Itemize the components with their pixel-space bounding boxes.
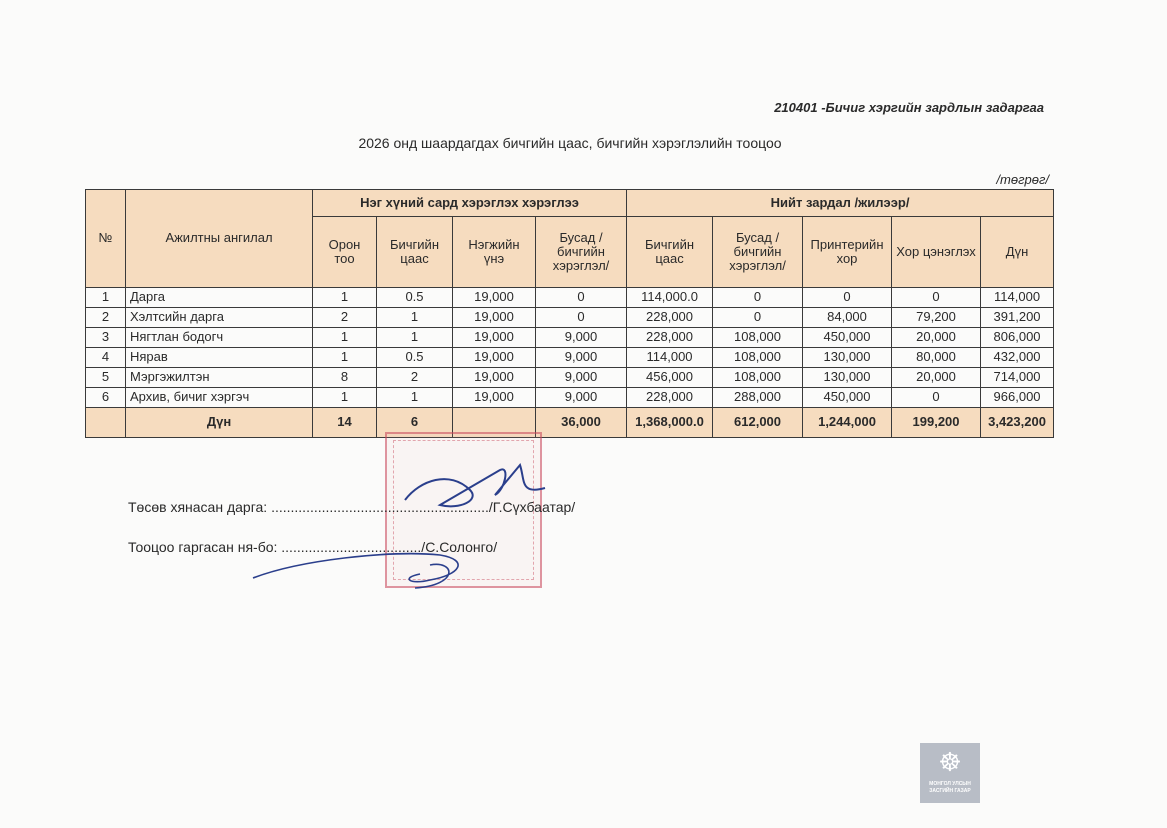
col-header-category: Ажилтны ангилал	[126, 190, 313, 288]
table-cell: 450,000	[803, 388, 892, 408]
table-cell: 20,000	[892, 328, 981, 348]
table-cell: 0	[536, 308, 627, 328]
soyombo-icon: ☸	[938, 747, 962, 777]
total-cell: 6	[377, 408, 453, 438]
table-cell: 130,000	[803, 348, 892, 368]
table-cell: 3	[86, 328, 126, 348]
table-cell: Нягтлан бодогч	[126, 328, 313, 348]
table-cell: Дарга	[126, 288, 313, 308]
table-cell: 1	[313, 388, 377, 408]
table-cell: 9,000	[536, 388, 627, 408]
table-cell: 0.5	[377, 348, 453, 368]
table-cell: 1	[313, 288, 377, 308]
table-cell: Архив, бичиг хэргэч	[126, 388, 313, 408]
document-title: 2026 онд шаардагдах бичгийн цаас, бичгийн хэрэглэлийн тооцоо	[358, 135, 782, 151]
table-cell: 0	[892, 388, 981, 408]
table-cell: 1	[313, 328, 377, 348]
table-cell: 450,000	[803, 328, 892, 348]
total-cell: Дүн	[126, 408, 313, 438]
table-cell: 714,000	[981, 368, 1054, 388]
table-cell: 8	[313, 368, 377, 388]
group-header-total: Нийт зардал /жилээр/	[627, 190, 1054, 217]
table-cell: Нярав	[126, 348, 313, 368]
total-cell: 1,244,000	[803, 408, 892, 438]
col-header-num: №	[86, 190, 126, 288]
table-cell: 9,000	[536, 328, 627, 348]
col-header-4: Бусад /бичгийн хэрэглэл/	[536, 217, 627, 288]
table-cell: 228,000	[627, 308, 713, 328]
table-cell: 2	[86, 308, 126, 328]
table-cell: 79,200	[892, 308, 981, 328]
table-cell: 114,000.0	[627, 288, 713, 308]
col-header-3: Нэгжийн үнэ	[453, 217, 536, 288]
table-cell: 228,000	[627, 388, 713, 408]
total-cell: 3,423,200	[981, 408, 1054, 438]
total-cell: 36,000	[536, 408, 627, 438]
table-cell: 0	[536, 288, 627, 308]
col-header-6: Бусад /бичгийн хэрэглэл/	[713, 217, 803, 288]
col-header-7: Принтерийн хор	[803, 217, 892, 288]
col-header-2: Бичгийн цаас	[377, 217, 453, 288]
table-cell: 288,000	[713, 388, 803, 408]
table-cell: Хэлтсийн дарга	[126, 308, 313, 328]
total-cell: 14	[313, 408, 377, 438]
table-cell: 19,000	[453, 308, 536, 328]
table-cell: 2	[313, 308, 377, 328]
table-cell: 80,000	[892, 348, 981, 368]
government-emblem: ☸ МОНГОЛ УЛСЫН ЗАСГИЙН ГАЗАР	[920, 743, 980, 803]
table-cell: 19,000	[453, 328, 536, 348]
table-cell: 0	[713, 308, 803, 328]
table-cell: 19,000	[453, 348, 536, 368]
col-header-5: Бичгийн цаас	[627, 217, 713, 288]
table-cell: 1	[313, 348, 377, 368]
table-cell: Мэргэжилтэн	[126, 368, 313, 388]
currency-unit: /төгрөг/	[996, 172, 1049, 187]
document-code: 210401 -Бичиг хэргийн зардлын задаргаа	[774, 100, 1044, 115]
total-cell: 1,368,000.0	[627, 408, 713, 438]
table-cell: 0	[892, 288, 981, 308]
table-cell: 108,000	[713, 368, 803, 388]
table-cell: 108,000	[713, 328, 803, 348]
table-cell: 966,000	[981, 388, 1054, 408]
total-cell: 612,000	[713, 408, 803, 438]
col-header-9: Дүн	[981, 217, 1054, 288]
table-cell: 4	[86, 348, 126, 368]
table-cell: 1	[377, 328, 453, 348]
table-cell: 19,000	[453, 288, 536, 308]
col-header-1: Орон тоо	[313, 217, 377, 288]
table-cell: 6	[86, 388, 126, 408]
table-cell: 2	[377, 368, 453, 388]
table-cell: 0	[803, 288, 892, 308]
signature-line-accountant: Тооцоо гаргасан ня-бо: ..................................../С.Солонго/	[128, 539, 498, 555]
table-cell: 19,000	[453, 368, 536, 388]
table-cell: 1	[377, 308, 453, 328]
signature-line-budget: Төсөв хянасан дарга: ......................................................../Г.Сүхбаатар/	[128, 499, 576, 515]
table-cell: 114,000	[627, 348, 713, 368]
table-cell: 391,200	[981, 308, 1054, 328]
table-cell: 20,000	[892, 368, 981, 388]
table-cell: 1	[86, 288, 126, 308]
table-cell: 0	[713, 288, 803, 308]
group-header-per-person: Нэг хүний сард хэрэглэх хэрэглээ	[313, 190, 627, 217]
table-cell: 19,000	[453, 388, 536, 408]
table-cell: 0.5	[377, 288, 453, 308]
col-header-8: Хор цэнэглэх	[892, 217, 981, 288]
table-cell: 114,000	[981, 288, 1054, 308]
table-cell: 84,000	[803, 308, 892, 328]
table-cell: 806,000	[981, 328, 1054, 348]
table-cell: 9,000	[536, 348, 627, 368]
table-cell: 5	[86, 368, 126, 388]
table-cell: 456,000	[627, 368, 713, 388]
table-cell: 432,000	[981, 348, 1054, 368]
table-cell: 228,000	[627, 328, 713, 348]
table-cell: 1	[377, 388, 453, 408]
total-cell: 199,200	[892, 408, 981, 438]
table-cell: 130,000	[803, 368, 892, 388]
table-cell: 108,000	[713, 348, 803, 368]
table-cell: 9,000	[536, 368, 627, 388]
